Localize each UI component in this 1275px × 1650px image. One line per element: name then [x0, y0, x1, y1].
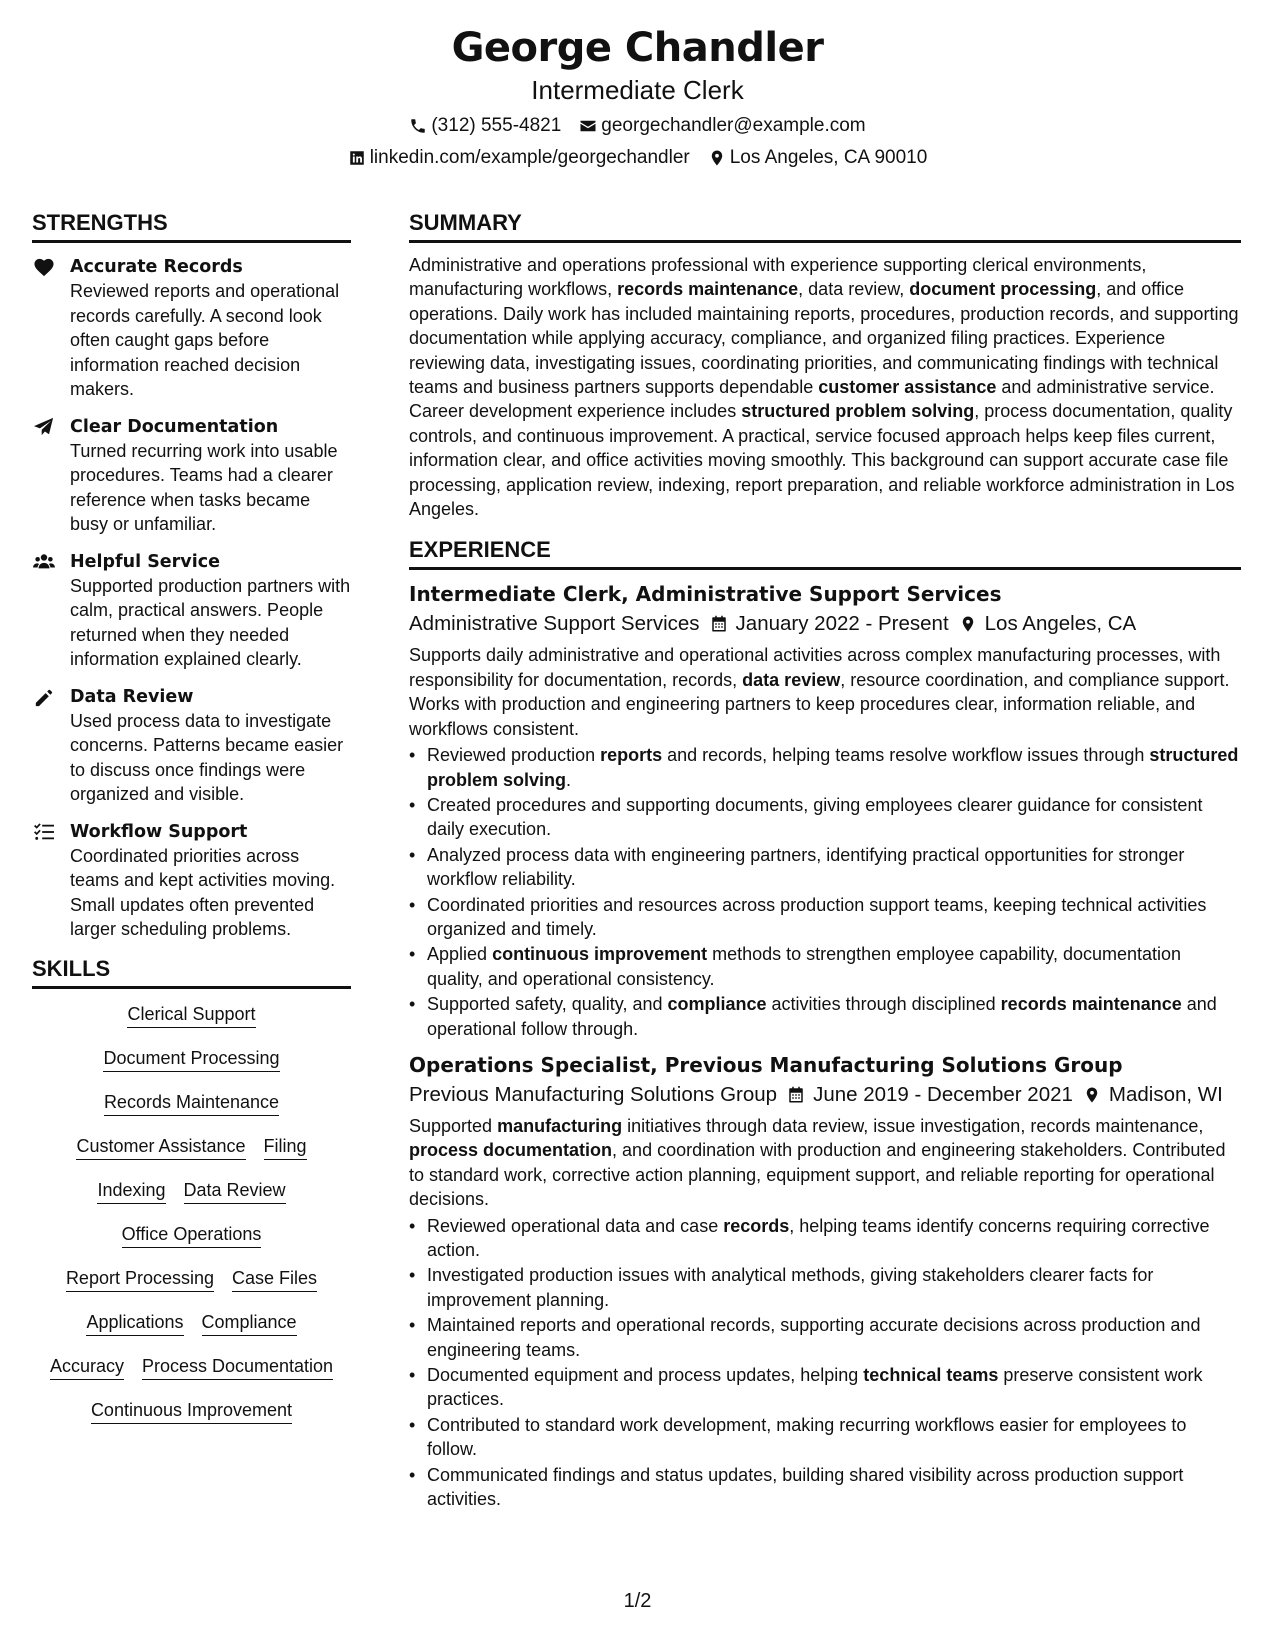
job-meta: [409, 1080, 1241, 1110]
calendar-icon: [787, 1086, 805, 1104]
emphasis-text: compliance: [667, 994, 767, 1015]
strength-title: Clear Documentation: [70, 416, 279, 437]
skill-tag: Compliance: [202, 1311, 297, 1336]
emphasis-text: continuous improvement: [492, 944, 708, 965]
job-title: Intermediate Clerk, Administrative Support Services: [409, 582, 1002, 607]
emphasis-text: technical teams: [863, 1365, 999, 1386]
emphasis-text: records maintenance: [1000, 994, 1182, 1015]
job-company: Previous Manufacturing Solutions Group: [409, 1082, 778, 1106]
skill-tag: Indexing: [97, 1179, 165, 1204]
emphasis-text: document processing: [909, 279, 1097, 300]
strength-desc: Used process data to investigate concerns. Patterns became easier to discuss once findings were organized and visible.: [70, 710, 344, 804]
resume-header: [0, 22, 1275, 170]
emphasis-text: customer assistance: [818, 377, 997, 398]
strength-desc: Supported production partners with calm, practical answers. People returned when they needed information explained clearly.: [70, 575, 351, 669]
text-run: Reviewed production: [427, 745, 601, 766]
skill-row: [66, 1267, 317, 1292]
skill-tag: Accuracy: [50, 1355, 124, 1380]
bullet-item: [409, 942, 1241, 991]
text-run: , resource coordination, and compliance support. Works with production and engineering partners to keep procedures clear, information reliable, and workflows consistent.: [409, 669, 1230, 739]
job-meta: [409, 609, 1241, 639]
text-run: Reviewed operational data and case: [427, 1215, 724, 1236]
job-dates: [787, 1080, 1073, 1110]
strength-title: Workflow Support: [70, 821, 248, 842]
emphasis-text: records maintenance: [617, 279, 799, 300]
strength-item: [32, 820, 351, 942]
skill-row: [91, 1399, 292, 1424]
page-number: 1/2: [623, 1590, 652, 1612]
text-run: Contributed to standard work development, making recurring workflows easier for employees to follow.: [427, 1414, 1187, 1460]
contact-row-1: [0, 114, 1275, 138]
skills-list: [32, 1003, 351, 1443]
skill-tag: Report Processing: [66, 1267, 214, 1292]
job-bullets: [409, 1214, 1241, 1512]
text-run: Documented equipment and process updates, helping: [427, 1365, 864, 1386]
heart-icon: [32, 256, 56, 278]
job-description: [409, 1114, 1241, 1212]
strength-desc: Coordinated priorities across teams and kept activities moving. Small updates often prevented larger scheduling problems.: [70, 845, 336, 939]
bullet-item: [409, 992, 1241, 1041]
bullet-item: [409, 793, 1241, 842]
strength-item: [32, 255, 351, 402]
left-column: [32, 210, 351, 1443]
strength-title: Helpful Service: [70, 551, 220, 572]
strengths-heading: STRENGTHS: [32, 210, 351, 243]
emphasis-text: records: [723, 1215, 790, 1236]
contact-row-2: [0, 146, 1275, 170]
map-pin-icon: [708, 149, 726, 167]
emphasis-text: structured problem solving: [741, 401, 975, 422]
text-run: Supports daily administrative and operational activities across complex manufacturing processes, with responsibility for documentation, records,: [409, 645, 1221, 690]
text-run: Analyzed process data with engineering partners, identifying practical opportunities for stronger workflow reliability.: [427, 844, 1185, 890]
text-run: , process documentation, quality controls, and continuous improvement. A practical, service focused approach helps keep files current, information clear, and office activities moving smoothly. This background can support accurate case file processing, application review, indexing, report preparation, and reliable workforce administration in Los Angeles.: [409, 401, 1235, 520]
text-run: .: [566, 769, 572, 790]
linkedin-text[interactable]: linkedin.com/example/georgechandler: [369, 147, 690, 168]
list-check-icon: [32, 821, 56, 843]
skill-row: [76, 1135, 306, 1160]
users-icon: [32, 551, 56, 573]
text-run: , and office operations. Daily work has included maintaining reports, procedures, production records, and supporting documentation while applying accuracy, compliance, and organized filing practices. Experience reviewing data, investigating issues, coordinating priorities, and communicating findings with technical teams and business partners supports dependable: [409, 279, 1239, 398]
emphasis-text: reports: [600, 745, 663, 766]
skill-tag: Clerical Support: [127, 1003, 255, 1028]
text-run: , data review,: [798, 279, 910, 300]
job-entry: [409, 1051, 1241, 1512]
job-location-text: Madison, WI: [1108, 1082, 1223, 1106]
emphasis-text: process documentation: [409, 1140, 613, 1161]
job-entry: [409, 580, 1241, 1041]
skill-tag: Applications: [86, 1311, 183, 1336]
bullet-item: [409, 1214, 1241, 1263]
emphasis-text: manufacturing: [497, 1115, 623, 1136]
bullet-item: [409, 1263, 1241, 1312]
skill-tag: Filing: [264, 1135, 307, 1160]
bullet-item: [409, 743, 1241, 792]
experience-heading: EXPERIENCE: [409, 537, 1241, 570]
bullet-item: [409, 893, 1241, 942]
candidate-title: Intermediate Clerk: [531, 75, 744, 105]
text-run: and operational follow through.: [427, 994, 1217, 1039]
strength-desc: Turned recurring work into usable procedures. Teams had a clearer reference when tasks became busy or unfamiliar.: [70, 440, 338, 534]
skill-tag: Process Documentation: [142, 1355, 333, 1380]
text-run: activities through disciplined: [766, 994, 1001, 1015]
text-run: Created procedures and supporting documents, giving employees clearer guidance for consistent daily execution.: [427, 794, 1203, 840]
candidate-name: George Chandler: [451, 25, 824, 71]
summary-heading: SUMMARY: [409, 210, 1241, 243]
job-dates-text: June 2019 - December 2021: [813, 1082, 1073, 1106]
emphasis-text: structured problem solving: [427, 745, 1239, 790]
strength-desc: Reviewed reports and operational records carefully. A second look often caught gaps before information reached decision makers.: [70, 281, 340, 399]
phone-contact: [409, 114, 561, 138]
strength-item: [32, 685, 351, 807]
bullet-item: [409, 1413, 1241, 1462]
bullet-item: [409, 1363, 1241, 1412]
text-run: Maintained reports and operational records, supporting accurate decisions across production and engineering teams.: [427, 1315, 1201, 1360]
text-run: initiatives through data review, issue investigation, records maintenance,: [622, 1115, 1204, 1136]
strength-item: [32, 415, 351, 537]
skill-tag: Data Review: [184, 1179, 286, 1204]
right-column: [409, 210, 1241, 1512]
bullet-item: [409, 843, 1241, 892]
text-run: preserve consistent work practices.: [427, 1365, 1203, 1410]
skills-heading: SKILLS: [32, 956, 351, 989]
job-company: Administrative Support Services: [409, 612, 700, 636]
text-run: Administrative and operations professional with experience supporting clerical environments, manufacturing workflows,: [409, 255, 1147, 300]
skill-tag: Case Files: [232, 1267, 317, 1292]
skill-tag: Customer Assistance: [76, 1135, 245, 1160]
skill-row: [127, 1003, 255, 1028]
skill-tag: Document Processing: [103, 1047, 279, 1072]
strength-title: Data Review: [70, 686, 194, 707]
pencil-icon: [32, 686, 56, 708]
map-pin-icon: [959, 615, 977, 633]
location-text: Los Angeles, CA 90010: [729, 147, 928, 168]
strengths-list: [32, 255, 351, 942]
skill-row: [122, 1223, 262, 1248]
paper-plane-icon: [32, 416, 56, 438]
text-run: and records, helping teams resolve workflow issues through: [662, 745, 1150, 766]
skill-row: [86, 1311, 296, 1336]
job-dates: [710, 609, 949, 639]
strength-title: Accurate Records: [70, 257, 243, 277]
skill-row: [103, 1047, 279, 1072]
job-bullets: [409, 743, 1241, 1041]
bullet-item: [409, 1463, 1241, 1512]
phone-icon: [409, 117, 427, 135]
text-run: Applied: [427, 944, 493, 965]
skill-tag: Continuous Improvement: [91, 1399, 292, 1424]
job-dates-text: January 2022 - Present: [735, 612, 949, 636]
job-location-text: Los Angeles, CA: [984, 612, 1137, 636]
bullet-item: [409, 1313, 1241, 1362]
location-contact: [708, 146, 928, 170]
skill-row: [50, 1355, 333, 1380]
text-run: methods to strengthen employee capability, documentation quality, and operational consistency.: [427, 944, 1182, 989]
job-description: [409, 643, 1241, 741]
emphasis-text: data review: [742, 669, 841, 690]
skill-tag: Office Operations: [122, 1223, 262, 1248]
text-run: Supported: [409, 1115, 498, 1136]
text-run: Communicated findings and status updates, building shared visibility across production support activities.: [427, 1464, 1184, 1510]
map-pin-icon: [1083, 1086, 1101, 1104]
envelope-icon: [579, 117, 597, 135]
linkedin-contact[interactable]: [348, 146, 690, 170]
text-run: and administrative service. Career development experience includes: [409, 377, 1215, 422]
text-run: Investigated production issues with analytical methods, giving stakeholders clearer facts for improvement planning.: [427, 1265, 1154, 1310]
email-text[interactable]: georgechandler@example.com: [601, 115, 866, 136]
text-run: Coordinated priorities and resources across production support teams, keeping technical activities organized and timely.: [427, 894, 1207, 939]
skill-row: [104, 1091, 279, 1116]
calendar-icon: [710, 615, 728, 633]
skill-tag: Records Maintenance: [104, 1091, 279, 1116]
email-contact[interactable]: [579, 114, 865, 138]
text-run: , and coordination with production and engineering stakeholders. Contributed to standard work, corrective action planning, equipment support, and reliable reporting for operational decisions.: [409, 1140, 1226, 1210]
text-run: Supported safety, quality, and: [427, 994, 668, 1015]
phone-text: (312) 555-4821: [431, 115, 562, 136]
job-location: [1083, 1080, 1223, 1110]
skill-row: [97, 1179, 285, 1204]
text-run: , helping teams identify concerns requiring corrective action.: [427, 1215, 1210, 1260]
linkedin-icon: [348, 149, 366, 167]
strength-item: [32, 550, 351, 672]
job-location: [959, 609, 1137, 639]
summary-text: [409, 253, 1241, 521]
job-title: Operations Specialist, Previous Manufacturing Solutions Group: [409, 1052, 1123, 1077]
